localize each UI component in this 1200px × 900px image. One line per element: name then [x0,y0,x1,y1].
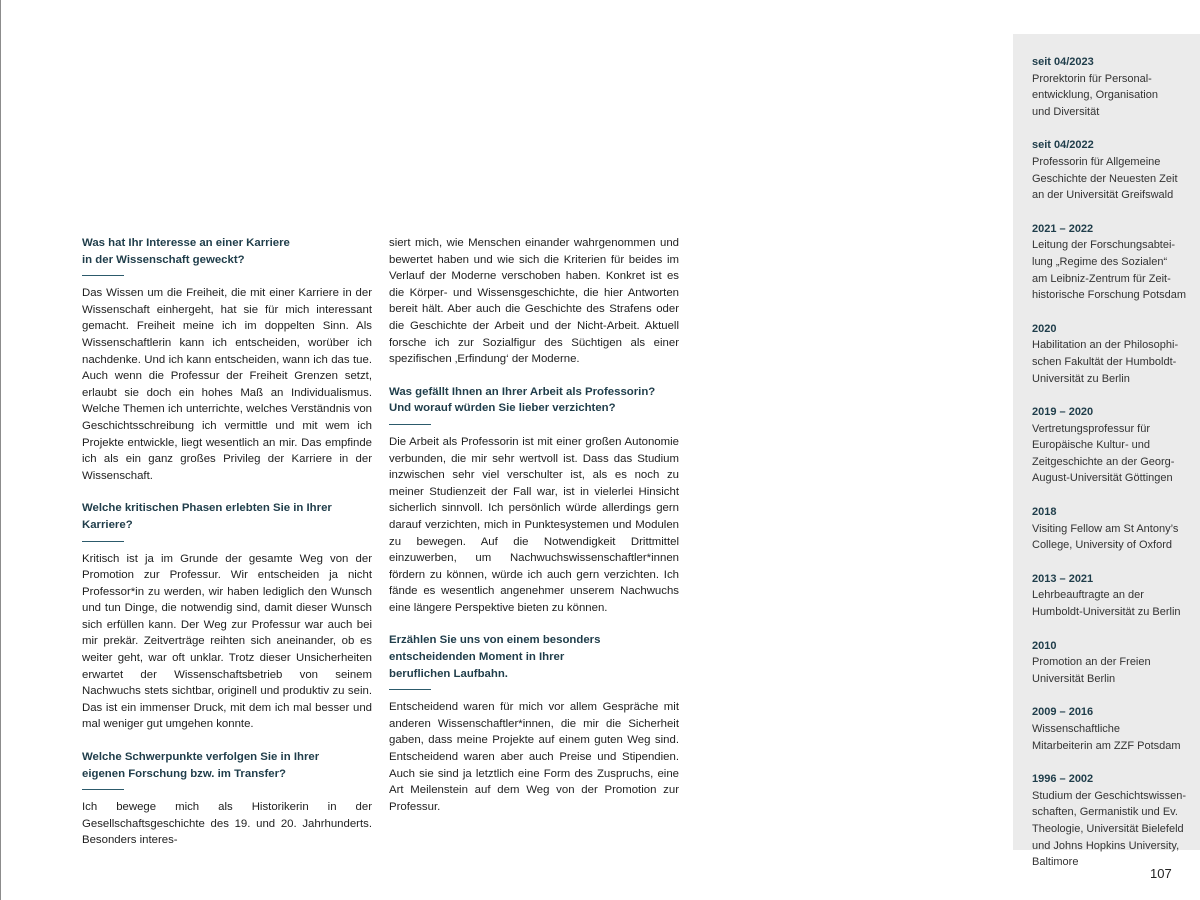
cv-description: Vertretungsprofessur für Europäische Kultur- und Zeitgeschichte an der Georg- August-Universität Göttingen [1032,422,1175,485]
cv-date: 2013 – 2021 [1032,572,1094,585]
cv-description: Professorin für Allgemeine Geschichte der Neuesten Zeit an der Universität Greifswald [1032,155,1178,202]
cv-description: Leitung der Forschungsabtei- lung „Regime des Sozialen“ am Leibniz-Zentrum für Zeit- historische Forschung Potsdam [1032,239,1187,302]
cv-entry [1032,638,1194,688]
heading-rule [82,541,124,542]
cv-date: 2010 [1032,639,1057,652]
text-column-right [389,235,679,831]
cv-date: seit 04/2023 [1032,56,1094,68]
cv-entry [1032,221,1194,304]
cv-entry [1032,404,1194,487]
question-heading: Welche kritischen Phasen erlebten Sie in Ihrer Karriere? [82,502,332,531]
cv-date: seit 04/2022 [1032,139,1094,152]
question-heading: Erzählen Sie uns von einem besonders entscheidenden Moment in Ihrer beruflichen Laufbahn. [389,634,601,680]
cv-date: 2009 – 2016 [1032,706,1094,719]
cv-entry [1032,137,1194,203]
answer-paragraph: Ich bewege mich als Historikerin in der Gesellschaftsgeschichte des 19. und 20. Jahrhunderts. Besonders interes- [82,801,372,847]
heading-rule [82,275,124,276]
answer-paragraph: Die Arbeit als Professorin ist mit einer großen Autonomie verbunden, die mir sehr wertvoll ist. Dass das Studium inzwischen sehr viel verschulter ist, als es noch zu meiner Studienzeit der Fall war, ist in vielerlei Hinsicht sicherlich sinnvoll. Ich persönlich würde allerdings gern darauf verzichten, mich in Punktesystemen und Modulen zu bewegen. Auf die Notwendigkeit Drittmittel einzuwerben, um Nachwuchswissenschaftler*innen fördern zu können, würde ich auch gern verzichten. Ich fände es wesentlich angenehmer unserem Nachwuchs eine längere Perspektive bieten zu können. [389,435,679,614]
question-heading: Was gefällt Ihnen an Ihrer Arbeit als Professorin? Und worauf würden Sie lieber verzichten? [389,385,656,415]
heading-rule [389,689,431,690]
cv-date: 2018 [1032,506,1057,519]
cv-entry [1032,504,1194,554]
cv-description: Prorektorin für Personal- entwicklung, Organisation und Diversität [1032,72,1158,118]
cv-entry [1032,704,1194,754]
cv-date: 2020 [1032,322,1057,335]
cv-entry [1032,771,1194,871]
cv-date: 1996 – 2002 [1032,773,1094,786]
heading-rule [82,789,124,790]
cv-sidebar [1013,34,1200,869]
cv-date: 2019 – 2020 [1032,406,1094,419]
cv-description: Lehrbeauftragte an der Humboldt-Universität zu Berlin [1032,589,1181,619]
cv-description: Wissenschaftliche Mitarbeiterin am ZZF Potsdam [1032,723,1181,752]
answer-paragraph: Das Wissen um die Freiheit, die mit einer Karriere in der Wissenschaft einhergeht, hat sie für mich interessant gemacht. Freiheit meine ich im doppelten Sinn. Als Wissenschaftlerin kann ich entscheiden, worüber ich nachdenke. Und ich kann entscheiden, wann ich das tue. Auch wenn die Professur der Freiheit Grenzen setzt, erlaubt sie doch ein hohes Maß an Individualismus. Welche Themen ich unterrichte, welches Verständnis von Geschichtsschreibung ich vermittle und mit wem ich Projekte entwickle, liegt wesentlich an mir. Das empfinde ich als ein ganz großes Privileg der Karriere in der Wissenschaft. [82,287,372,482]
question-heading: Welche Schwerpunkte verfolgen Sie in Ihrer eigenen Forschung bzw. im Transfer? [82,751,320,780]
page-number: 107 [1150,866,1172,881]
page-fold-line [0,0,1,900]
cv-description: Promotion an der Freien Universität Berlin [1032,656,1151,685]
heading-rule [389,424,431,425]
cv-description: Studium der Geschichtswissen- schaften, Germanistik und Ev. Theologie, Universität Bielefeld und Johns Hopkins University, Baltimore [1032,789,1187,869]
cv-date: 2021 – 2022 [1032,222,1094,235]
cv-entry [1032,321,1194,387]
cv-entry [1032,571,1194,621]
cv-description: Habilitation an der Philosophi- schen Fakultät der Humboldt- Universität zu Berlin [1032,339,1179,385]
question-heading: Was hat Ihr Interesse an einer Karriere in der Wissenschaft geweckt? [82,237,290,266]
answer-paragraph: Kritisch ist ja im Grunde der gesamte Weg von der Promotion zur Professur. Wir entscheiden ja nicht Professor*in zu werden, wir haben lediglich den Wunsch und tun Dinge, die notwendig sind, damit dieser Wunsch sich erfüllen kann. Der Weg zur Professur war auch bei mir prekär. Zeitverträge reihten sich aneinander, ob es weiter geht, war oft unklar. Trotz dieser Unsicherheiten erwartet der Wissenschaftsbetrieb von seinem Nachwuchs stets sichtbar, originell und produktiv zu sein. Das ist ein immenser Druck, mit dem ich mal besser und mal weniger gut umgehen konnte. [82,552,372,731]
cv-description: Visiting Fellow am St Antony’s College, University of Oxford [1032,522,1179,552]
cv-list [1032,54,1194,888]
cv-entry [1032,54,1194,120]
answer-paragraph-continued: siert mich, wie Menschen einander wahrgenommen und bewertet haben und wie sich die Kriterien für beides im Verlauf der Moderne verschoben haben. Konkret ist es die Körper- und Wissensgeschichte, die hier Antworten bereit hält. Aber auch die Geschichte des Strafens oder die Geschichte der Arbeit und der Nicht-Arbeit. Aktuell forsche ich zur Sozialfigur des Süchtigen als einer spezifischen ‚Erfindung‘ der Moderne. [389,237,679,366]
text-column-left [82,235,372,865]
answer-paragraph: Entscheidend waren für mich vor allem Gespräche mit anderen Wissenschaftler*innen, die mir die Sicherheit gaben, dass meine Projekte auf einem guten Weg sind. Entscheidend waren aber auch Preise und Stipendien. Auch sie sind ja letztlich eine Form des Zuspruchs, eine Art Meilenstein auf dem Weg von der Promotion zur Professur. [389,701,679,813]
